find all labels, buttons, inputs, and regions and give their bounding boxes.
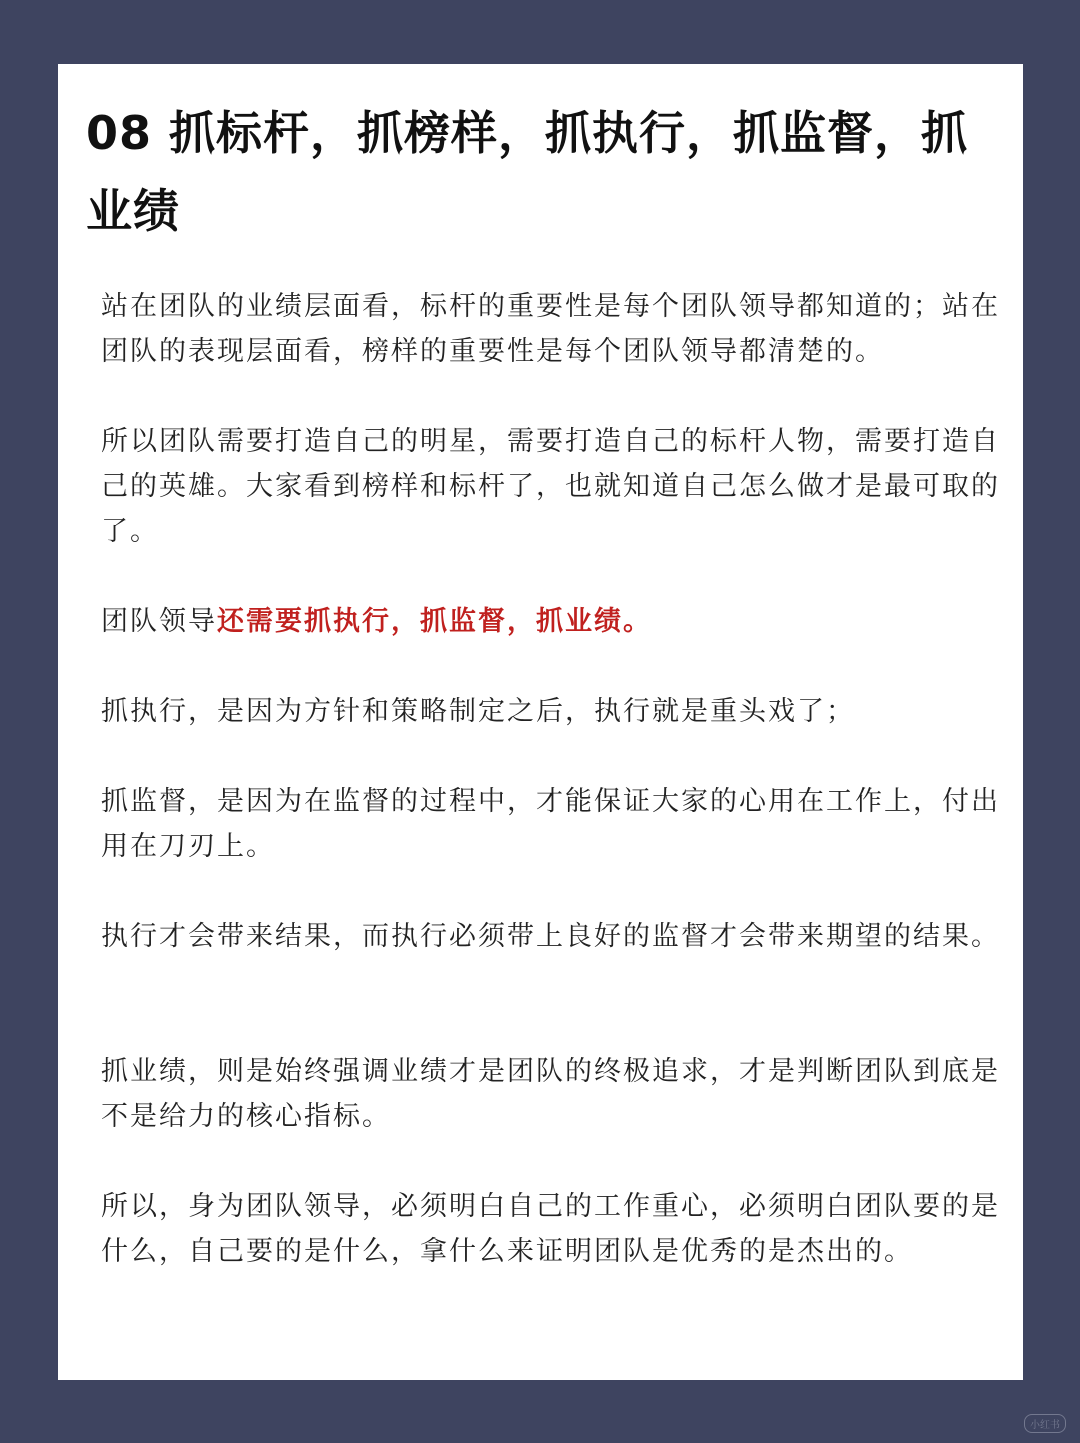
paragraph-6: 执行才会带来结果，而执行必须带上良好的监督才会带来期望的结果。 [101, 921, 1000, 952]
paragraph-3 [101, 599, 1001, 644]
paragraph-1: 站在团队的业绩层面看，标杆的重要性是每个团队领导都知道的；站在团队的表现层面看，榜样的重要性是每个团队领导都清楚的。 [101, 291, 1000, 367]
paragraph-5: 抓监督，是因为在监督的过程中，才能保证大家的心用在工作上，付出用在刀刃上。 [101, 786, 1000, 862]
watermark-logo: 小红书 [1024, 1414, 1066, 1433]
paragraph-3-lead: 团队领导 [101, 606, 217, 637]
highlighted-text: 还需要抓执行，抓监督，抓业绩。 [217, 606, 652, 637]
paragraph-4: 抓执行，是因为方针和策略制定之后，执行就是重头戏了； [101, 696, 855, 727]
article-card [58, 64, 1023, 1380]
paragraph-8: 所以，身为团队领导，必须明白自己的工作重心，必须明白团队要的是什么，自己要的是什么，拿什么来证明团队是优秀的是杰出的。 [101, 1191, 1000, 1267]
paragraph-7: 抓业绩，则是始终强调业绩才是团队的终极追求，才是判断团队到底是不是给力的核心指标。 [101, 1056, 1000, 1132]
article-title: 08 抓标杆，抓榜样，抓执行，抓监督，抓业绩 [86, 106, 969, 238]
paragraph-2: 所以团队需要打造自己的明星，需要打造自己的标杆人物，需要打造自己的英雄。大家看到榜样和标杆了，也就知道自己怎么做才是最可取的了。 [101, 426, 1000, 547]
